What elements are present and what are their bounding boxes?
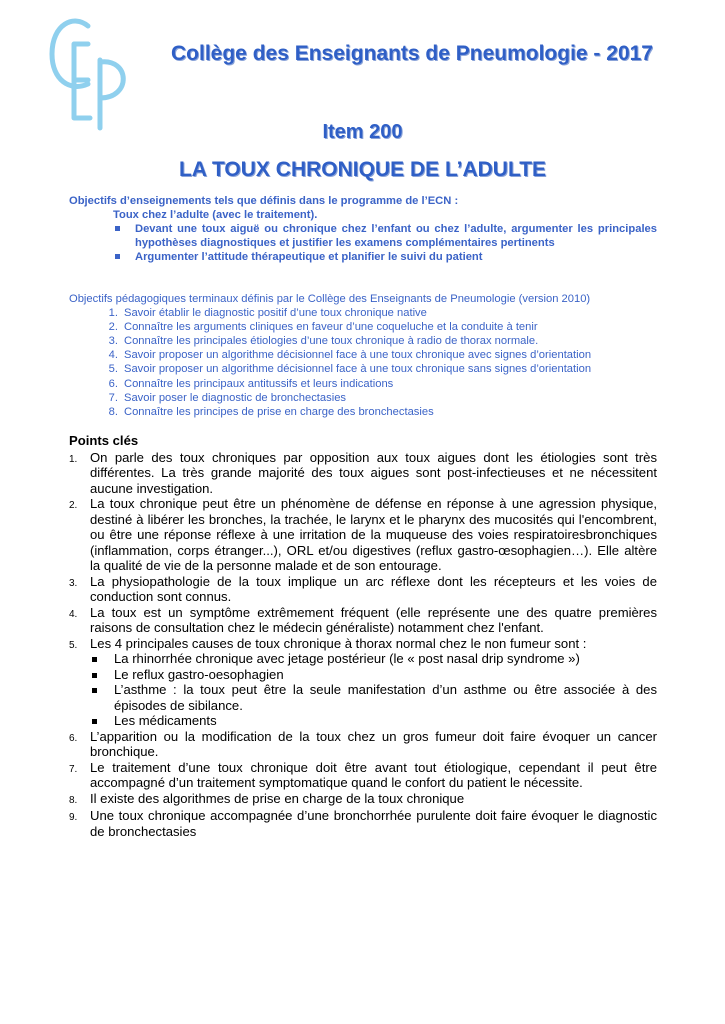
list-item (69, 320, 657, 334)
list-item (69, 334, 657, 348)
list-number: 1. (108, 307, 118, 320)
list-number: 4. (69, 608, 78, 620)
list-item (69, 729, 657, 760)
list-number: 3. (108, 335, 118, 348)
list-item-text: On parle des toux chroniques par opposition aux toux aigues dont les étiologies sont très différentes. La très grande majorité des toux aigues sont post-infectieuses et ne nécessitent aucune investigation. (90, 449, 657, 496)
main-title: LA TOUX CHRONIQUE DE L’ADULTE (178, 158, 547, 181)
list-item-text: Devant une toux aiguë ou chronique chez l’enfant ou chez l’adulte, argumenter les principales hypothèses diagnostiques et justifier les examens complémentaires pertinents (135, 223, 657, 249)
sub-list-item-text: L’asthme : la toux peut être la seule manifestation d’un asthme ou être associée à des épisodes de sibilance. (114, 682, 657, 713)
sub-list-item (114, 651, 657, 667)
list-item (69, 348, 657, 362)
list-item (69, 362, 657, 376)
list-number: 8. (69, 794, 78, 806)
causes-list (90, 651, 657, 729)
key-points-heading: Points clés (69, 433, 139, 448)
list-item-text: Le traitement d’une toux chronique doit être avant tout étiologique, cependant il peut être accompagné d’un traitement symptomatique quand le confort du patient le nécessite. (90, 759, 657, 790)
list-number: 6. (69, 732, 78, 744)
list-item-body (90, 636, 657, 729)
list-number: 5. (69, 639, 78, 651)
list-number: 8. (108, 405, 118, 418)
list-item-text: Connaître les principaux antitussifs et leurs indications (124, 377, 394, 390)
list-item (69, 306, 657, 320)
list-item-text: La physiopathologie de la toux implique un arc réflexe dont les récepteurs et les voies de conduction sont connus. (90, 573, 657, 604)
list-item-text: L’apparition ou la modification de la toux chez un gros fumeur doit faire évoquer un cancer bronchique. (90, 728, 657, 759)
pedagogical-objectives-heading: Objectifs pédagogiques terminaux définis par le Collège des Enseignants de Pneumologie (version 2010) (69, 293, 591, 305)
list-item (69, 405, 657, 419)
list-item (69, 391, 657, 405)
list-item-text: Savoir établir le diagnostic positif d’une toux chronique native (124, 307, 427, 320)
list-number: 5. (108, 363, 118, 376)
sub-list-item (114, 713, 657, 729)
list-number: 4. (108, 349, 118, 362)
bullet-icon (92, 688, 97, 693)
item-title: Item 200 (322, 121, 403, 143)
sub-list-item (114, 667, 657, 683)
sub-list-item-text: La rhinorrhée chronique avec jetage postérieur (le « post nasal drip syndrome ») (114, 651, 580, 666)
list-number: 3. (69, 577, 78, 589)
teaching-objectives (69, 194, 657, 264)
bullet-icon (115, 226, 120, 231)
list-item-text: Connaître les arguments cliniques en faveur d’une coqueluche et la conduite à tenir (124, 321, 538, 334)
sub-list-item-text: Les médicaments (114, 713, 217, 728)
sub-list-item (114, 682, 657, 713)
pedagogical-objectives (69, 292, 657, 419)
list-number: 2. (69, 500, 78, 511)
list-item (69, 636, 657, 729)
bullet-icon (92, 673, 97, 678)
bullet-icon (115, 254, 120, 259)
list-number: 1. (69, 453, 78, 465)
list-item (69, 450, 657, 497)
key-points-list (69, 450, 657, 840)
list-item-text: Il existe des algorithmes de prise en charge de la toux chronique (90, 790, 465, 806)
list-item (69, 760, 657, 791)
list-item-text: Savoir proposer un algorithme décisionnel face à une toux chronique avec signes d’orientation (124, 349, 592, 362)
list-item-text: Connaître les principales étiologies d’une toux chronique à radio de thorax normale. (124, 335, 539, 348)
list-item-text: La toux est un symptôme extrêmement fréquent (elle représente une des quatre premières raisons de consultation chez le médecin généraliste) notamment chez l'enfant. (90, 604, 657, 635)
list-item (135, 222, 657, 250)
list-item-text: Savoir poser le diagnostic de bronchectasies (124, 391, 347, 404)
list-item-text: La toux chronique peut être un phénomène de défense en réponse à une agression physique, destiné à libérer les bronches, la trachée, le larynx et le pharynx des mucosités qui l'encombrent, ou être une réponse réflexe à une irritation de la muqueuse des voies respiratoiresbronchiques (inflammation, corps étranger...), ORL et/ou digestives (reflux gastro-œsophagien…). Elle altère la qualité de vie de la personne malade et de son entourage. (90, 496, 657, 573)
bullet-icon (92, 657, 97, 662)
bullet-icon (92, 719, 97, 724)
list-item (135, 250, 657, 264)
header-title: Collège des Enseignants de Pneumologie - 2017 (171, 42, 653, 65)
key-points (69, 433, 657, 839)
list-item (69, 574, 657, 605)
teaching-objectives-list (69, 222, 657, 264)
list-item-text: Les 4 principales causes de toux chronique à thorax normal chez le non fumeur sont : (90, 635, 587, 651)
list-item (69, 808, 657, 839)
list-number: 9. (69, 812, 78, 823)
teaching-objectives-heading: Objectifs d’enseignements tels que définis dans le programme de l’ECN : (69, 195, 459, 207)
list-item-text: Savoir proposer un algorithme décisionnel face à une toux chronique sans signes d’orientation (124, 363, 592, 376)
teaching-objectives-subheading: Toux chez l’adulte (avec le traitement). (113, 209, 318, 221)
list-item-text: Argumenter l’attitude thérapeutique et planifier le suivi du patient (135, 251, 483, 263)
cep-logo (44, 10, 144, 135)
list-item-text: Une toux chronique accompagnée d’une bronchorrhée purulente doit faire évoquer le diagnostic de bronchectasies (90, 808, 657, 839)
list-item (69, 496, 657, 574)
list-item (69, 791, 657, 809)
list-number: 7. (108, 391, 118, 404)
list-item (69, 377, 657, 391)
list-item (69, 605, 657, 636)
list-item-text: Connaître les principes de prise en charge des bronchectasies (124, 405, 434, 418)
list-number: 2. (108, 321, 118, 334)
list-number: 6. (108, 377, 118, 390)
list-number: 7. (69, 763, 78, 775)
pedagogical-objectives-list (69, 306, 657, 419)
sub-list-item-text: Le reflux gastro-oesophagien (114, 666, 284, 682)
